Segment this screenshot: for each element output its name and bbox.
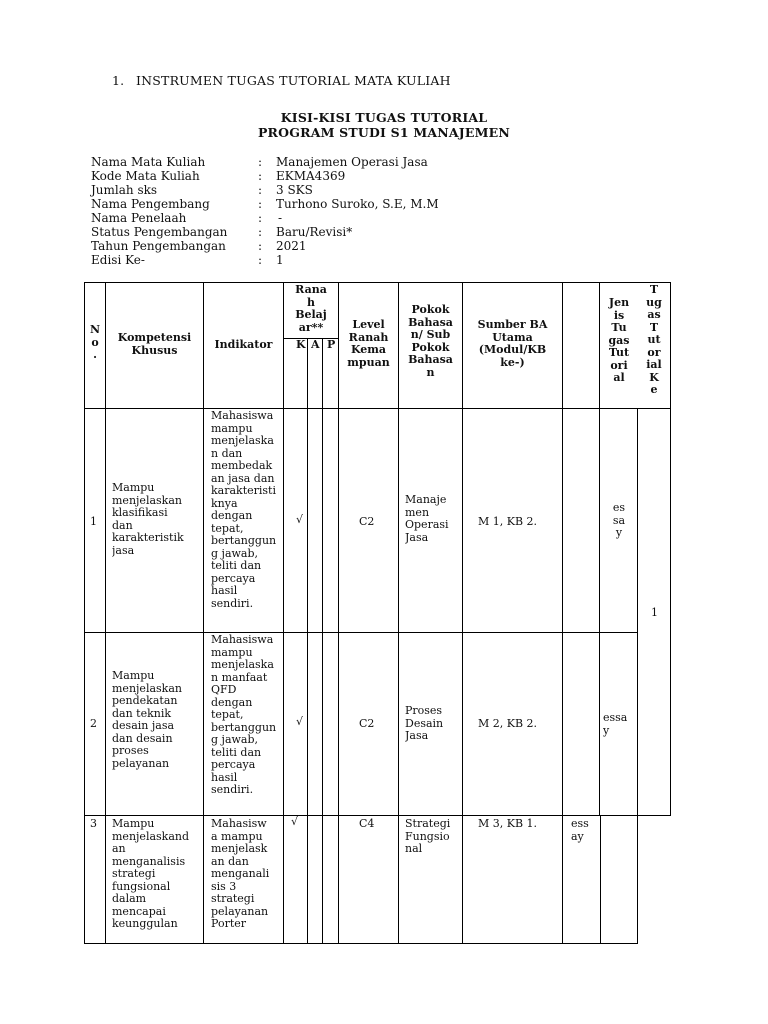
table-rule: [670, 282, 671, 816]
row1-sumber: M 1, KB 2.: [478, 516, 538, 528]
meta-value: 2021: [276, 239, 307, 253]
table-rule: [105, 282, 106, 944]
row1-kompetensi: Mampu menjelaskan klasifikasi dan karakteristik jasa: [112, 482, 184, 557]
row2-level: C2: [359, 718, 375, 730]
meta-label: Status Pengembangan: [91, 225, 228, 239]
row3-jenis: ess ay: [571, 818, 589, 843]
meta-value: 1: [276, 253, 284, 267]
row3-k-check: √: [291, 816, 299, 828]
row1-k-check: √: [296, 514, 304, 526]
row3-kompetensi: Mampu menjelaskand an menganalisis strategi fungsional dalam mencapai keunggulan: [112, 818, 190, 930]
row1-no: 1: [90, 516, 97, 528]
header-p: P: [327, 339, 336, 351]
table-rule: [203, 282, 204, 944]
row3-sumber: M 3, KB 1.: [478, 818, 538, 830]
meta-label: Nama Mata Kuliah: [91, 155, 206, 169]
header-a: A: [311, 339, 320, 351]
row2-jenis: essa y: [603, 712, 628, 737]
section-number: 1.: [112, 73, 125, 88]
meta-label: Kode Mata Kuliah: [91, 169, 200, 183]
header-no: N o .: [89, 324, 101, 361]
row2-k-check: √: [296, 716, 304, 728]
row3-indikator: Mahasisw a mampu menjelask an dan menganali sis 3 strategi pelayanan Porter: [211, 818, 270, 930]
row1-pokok: Manaje men Operasi Jasa: [405, 494, 449, 544]
meta-value: Turhono Suroko, S.E, M.M: [276, 197, 439, 211]
tugas-ke-value: 1: [651, 607, 658, 619]
table-rule: [338, 282, 339, 944]
meta-value: 3 SKS: [276, 183, 313, 197]
table-rule: [84, 282, 85, 944]
table-rule: [283, 282, 284, 944]
header-pokok: Pokok Bahasa n/ Sub Pokok Bahasa n: [408, 304, 453, 379]
meta-label: Tahun Pengembangan: [91, 239, 226, 253]
header-jenis: Jen is Tu gas Tut ori al: [608, 297, 630, 384]
meta-label: Edisi Ke-: [91, 253, 145, 267]
meta-sep: :: [258, 183, 263, 197]
meta-label: Nama Pengembang: [91, 197, 210, 211]
meta-sep: :: [258, 225, 263, 239]
meta-sep: :: [258, 211, 263, 225]
table-rule: [84, 632, 638, 633]
header-kompetensi: Kompetensi Khusus: [117, 332, 192, 357]
table-rule: [307, 338, 308, 944]
meta-label: Jumlah sks: [91, 183, 158, 197]
meta-sep: :: [258, 253, 263, 267]
header-k: K: [296, 339, 306, 351]
table-rule: [84, 408, 671, 409]
table-rule: [462, 282, 463, 944]
header-level: Level Ranah Kema mpuan: [347, 319, 390, 369]
table-rule: [322, 338, 323, 944]
row3-no: 3: [90, 818, 97, 830]
row2-indikator: Mahasiswa mampu menjelaska n manfaat QFD dengan tepat, bertanggun g jawab, teliti dan percaya hasil sendiri.: [211, 634, 277, 796]
header-ranah: Rana h Belaj ar**: [295, 284, 327, 334]
document-subtitle: PROGRAM STUDI S1 MANAJEMEN: [257, 125, 511, 140]
meta-sep: :: [258, 239, 263, 253]
table-rule: [84, 815, 671, 816]
row2-no: 2: [90, 718, 97, 730]
row3-level: C4: [359, 818, 375, 830]
row3-pokok: Strategi Fungsio nal: [405, 818, 451, 855]
meta-sep: :: [258, 155, 263, 169]
row2-pokok: Proses Desain Jasa: [405, 705, 444, 742]
meta-value: Manajemen Operasi Jasa: [276, 155, 428, 169]
table-rule: [398, 282, 399, 944]
row1-jenis: es sa y: [612, 502, 626, 539]
row1-indikator: Mahasiswa mampu menjelaska n dan membedak an jasa dan karakteristi knya dengan tepat, bertanggun g jawab, teliti dan percaya hasil sendiri.: [211, 410, 277, 610]
table-rule: [562, 282, 563, 944]
meta-sep: :: [258, 197, 263, 211]
table-rule: [84, 282, 671, 283]
meta-value: Baru/Revisi*: [276, 225, 353, 239]
meta-sep: :: [258, 169, 263, 183]
meta-label: Nama Penelaah: [91, 211, 187, 225]
document-title: KISI-KISI TUGAS TUTORIAL: [280, 110, 488, 125]
header-tugas-ke: T ug as T ut or ial K e: [646, 284, 662, 396]
section-heading: INSTRUMEN TUGAS TUTORIAL MATA KULIAH: [136, 73, 451, 88]
meta-value: EKMA4369: [276, 169, 346, 183]
table-rule: [84, 943, 638, 944]
row1-level: C2: [359, 516, 375, 528]
meta-value: -: [278, 211, 283, 225]
table-rule: [637, 408, 638, 944]
table-rule: [599, 282, 600, 816]
header-sumber: Sumber BA Utama (Modul/KB ke-): [477, 319, 548, 369]
header-indikator: Indikator: [214, 339, 273, 351]
row2-sumber: M 2, KB 2.: [478, 718, 538, 730]
row2-kompetensi: Mampu menjelaskan pendekatan dan teknik desain jasa dan desain proses pelayanan: [112, 670, 182, 770]
